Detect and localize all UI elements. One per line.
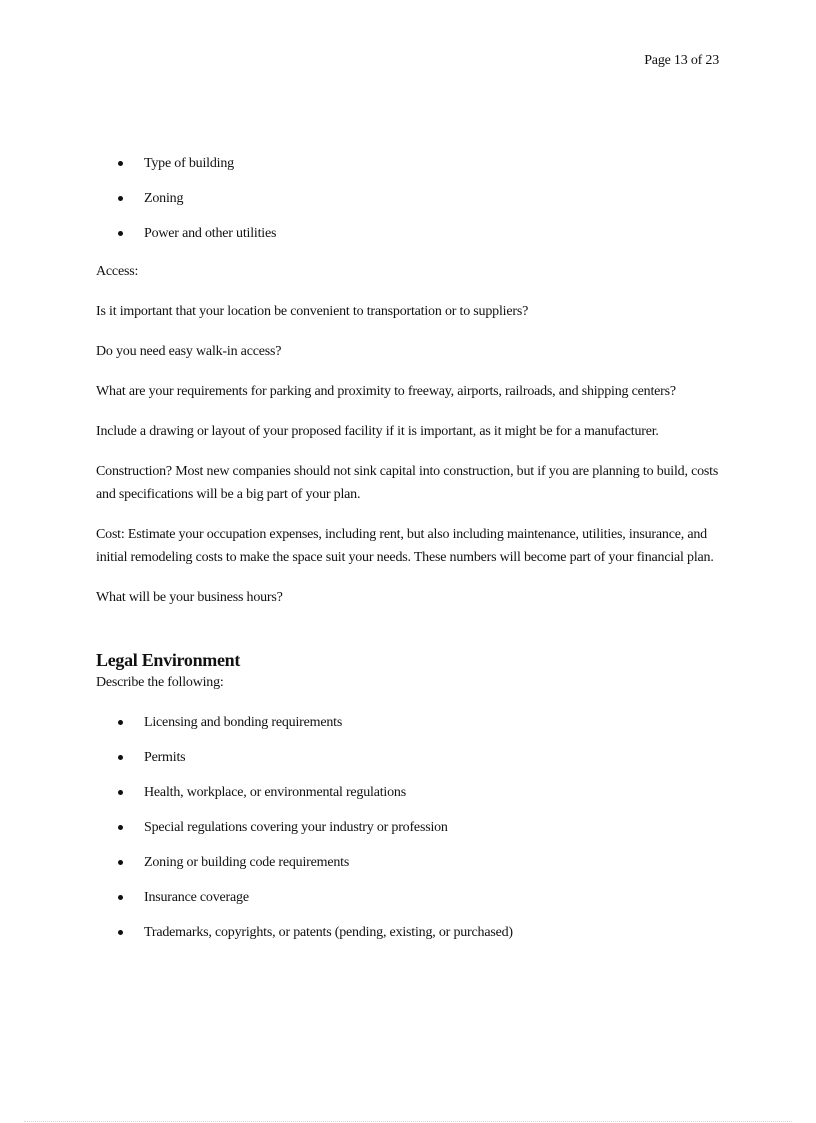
bullet-icon xyxy=(118,895,123,900)
bullet-icon xyxy=(118,825,123,830)
paragraph-transportation: Is it important that your location be convenient to transportation or to suppliers? xyxy=(96,304,529,319)
bullet-icon xyxy=(118,196,123,201)
list-item-text: Insurance coverage xyxy=(144,890,249,905)
list-item xyxy=(96,851,722,874)
page-bottom-divider xyxy=(24,1121,792,1122)
paragraph-business-hours: What will be your business hours? xyxy=(96,590,283,605)
list-item xyxy=(96,746,722,769)
list-item xyxy=(96,886,722,909)
paragraph-cost: Cost: Estimate your occupation expenses, including rent, but also including maintenance, utilities, insurance, and initial remodeling costs to make the space suit your needs. These numbers will become part of your financial plan. xyxy=(96,527,714,565)
list-item xyxy=(96,222,722,245)
list-item-text: Trademarks, copyrights, or patents (pending, existing, or purchased) xyxy=(144,925,513,940)
list-item-text: Type of building xyxy=(144,156,234,171)
list-item-text: Power and other utilities xyxy=(144,226,277,241)
bullet-icon xyxy=(118,860,123,865)
bullet-icon xyxy=(118,790,123,795)
bullet-icon xyxy=(118,930,123,935)
list-item-text: Zoning xyxy=(144,191,184,206)
bullet-icon xyxy=(118,161,123,166)
list-item-text: Zoning or building code requirements xyxy=(144,855,350,870)
access-label: Access: xyxy=(96,264,139,279)
list-item-text: Licensing and bonding requirements xyxy=(144,715,343,730)
paragraph-drawing: Include a drawing or layout of your proposed facility if it is important, as it might be for a manufacturer. xyxy=(96,424,659,439)
list-item-text: Health, workplace, or environmental regulations xyxy=(144,785,406,800)
list-item xyxy=(96,816,722,839)
list-item-text: Special regulations covering your industry or profession xyxy=(144,820,448,835)
list-item xyxy=(96,711,722,734)
section-heading-legal-environment: Legal Environment xyxy=(96,650,241,670)
list-item xyxy=(96,152,722,175)
bullet-icon xyxy=(118,720,123,725)
list-item xyxy=(96,781,722,804)
paragraph-construction: Construction? Most new companies should not sink capital into construction, but if you are planning to build, costs and specifications will be a big part of your plan. xyxy=(96,464,719,502)
list-item-text: Permits xyxy=(144,750,186,765)
page-number: Page 13 of 23 xyxy=(644,53,719,68)
list-item xyxy=(96,187,722,210)
paragraph-walk-in: Do you need easy walk-in access? xyxy=(96,344,282,359)
legal-intro: Describe the following: xyxy=(96,675,224,690)
bullet-icon xyxy=(118,231,123,236)
legal-bullet-list xyxy=(96,711,722,944)
location-bullet-list xyxy=(96,152,722,245)
list-item xyxy=(96,921,722,944)
bullet-icon xyxy=(118,755,123,760)
document-body xyxy=(96,152,722,944)
paragraph-parking: What are your requirements for parking and proximity to freeway, airports, railroads, and shipping centers? xyxy=(96,384,676,399)
